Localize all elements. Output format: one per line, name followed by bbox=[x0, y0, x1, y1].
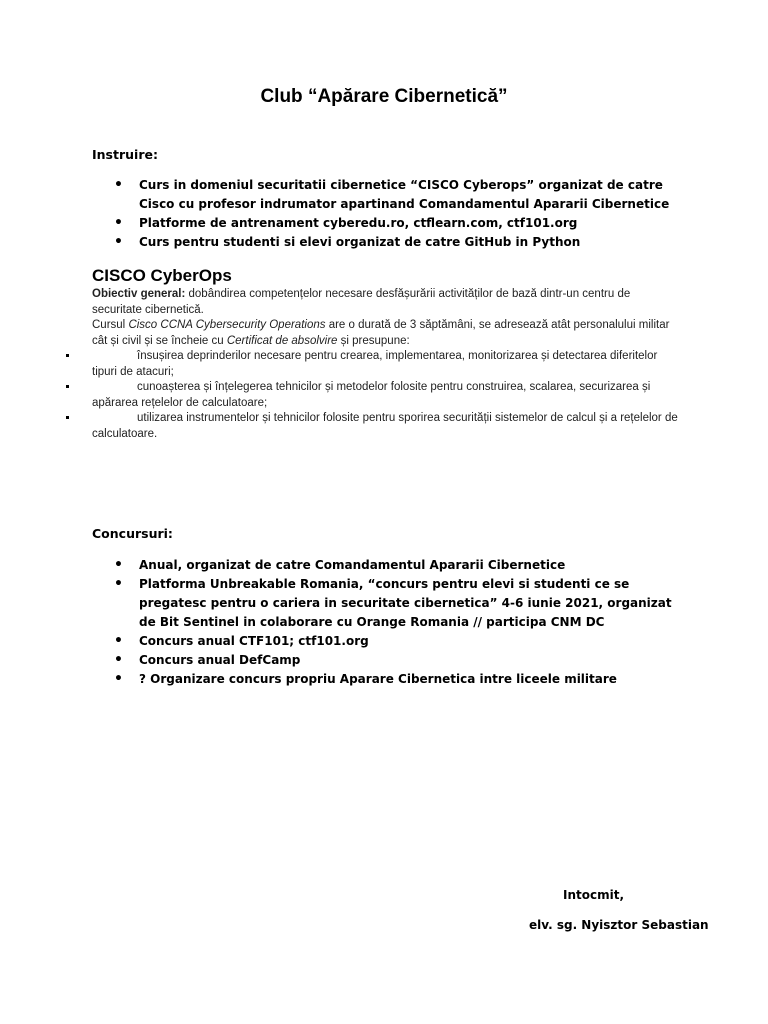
list-item: • Curs in domeniul securitatii cibernetice “CISCO Cyberops” organizat de catre Cisco cu profesor indrumator apartinand Comandamentul Apararii Cibernetice bbox=[92, 176, 682, 214]
objective-text: dobândirea competențelor necesare desfășurării activităților de bază dintr-un centru de securitate cibernetică. bbox=[92, 288, 631, 316]
page-title: Club “Apărare Cibernetică” bbox=[260, 86, 508, 107]
list-item bbox=[92, 349, 682, 380]
list-item: • Platforma Unbreakable Romania, “concurs pentru elevi si studenti ce se pregatesc pentru o cariera in securitate cibernetica” 4-6 iunie 2021, organizat de Bit Sentinel in colaborare cu Orange Romania // participa CNM DC bbox=[92, 575, 682, 632]
certificate-name: Certificat de absolvire bbox=[226, 334, 338, 347]
instruire-list bbox=[92, 176, 682, 252]
list-item-text: cunoașterea și înțelegerea tehnicilor și metodelor folosite pentru construirea, scalarea, securizarea și apărarea rețelelor de calculatoare; bbox=[92, 381, 651, 409]
cisco-section-body bbox=[92, 287, 682, 442]
square-bullet-icon bbox=[66, 385, 69, 388]
course-name: Cisco CCNA Cybersecurity Operations bbox=[128, 319, 326, 331]
list-item: • Concurs anual DefCamp bbox=[92, 651, 682, 670]
list-item-text: însușirea deprinderilor necesare pentru crearea, implementarea, monitorizarea și detectarea diferitelor tipuri de atacuri; bbox=[92, 350, 658, 378]
signature-label: Intocmit, bbox=[563, 888, 625, 902]
instruire-heading: Instruire: bbox=[92, 147, 158, 162]
square-bullet-icon bbox=[66, 354, 69, 357]
concursuri-list bbox=[92, 556, 682, 689]
objective-label: Obiectiv general: bbox=[92, 288, 186, 300]
list-item: • Concurs anual CTF101; ctf101.org bbox=[92, 632, 682, 651]
square-bullet-icon bbox=[66, 416, 69, 419]
intro-paragraph bbox=[92, 318, 682, 349]
list-item: • Curs pentru studenti si elevi organizat de catre GitHub in Python bbox=[92, 233, 682, 252]
list-item-text: utilizarea instrumentelor și tehnicilor folosite pentru sporirea securității sistemelor de calcul și a rețelelor de calculatoare. bbox=[92, 412, 678, 440]
objective-paragraph bbox=[92, 287, 682, 318]
list-item: • Platforme de antrenament cyberedu.ro, ctflearn.com, ctf101.org bbox=[92, 214, 682, 233]
concursuri-heading: Concursuri: bbox=[92, 526, 173, 541]
list-item bbox=[92, 380, 682, 411]
cisco-objectives-list bbox=[92, 349, 682, 442]
intro-text-1: Cursul bbox=[92, 319, 129, 331]
signature-name: elv. sg. Nyisztor Sebastian bbox=[529, 918, 709, 932]
list-item: • Anual, organizat de catre Comandamentul Apararii Cibernetice bbox=[92, 556, 682, 575]
list-item bbox=[92, 411, 682, 442]
intro-text-3: și presupune: bbox=[337, 334, 410, 347]
cisco-section-title: CISCO CyberOps bbox=[92, 266, 232, 285]
list-item: • ? Organizare concurs propriu Aparare Cibernetica intre liceele militare bbox=[92, 670, 682, 689]
intro-text-2: are o durată de 3 săptămâni, se adresează atât personalului militar cât și civil și se încheie cu bbox=[92, 319, 670, 347]
